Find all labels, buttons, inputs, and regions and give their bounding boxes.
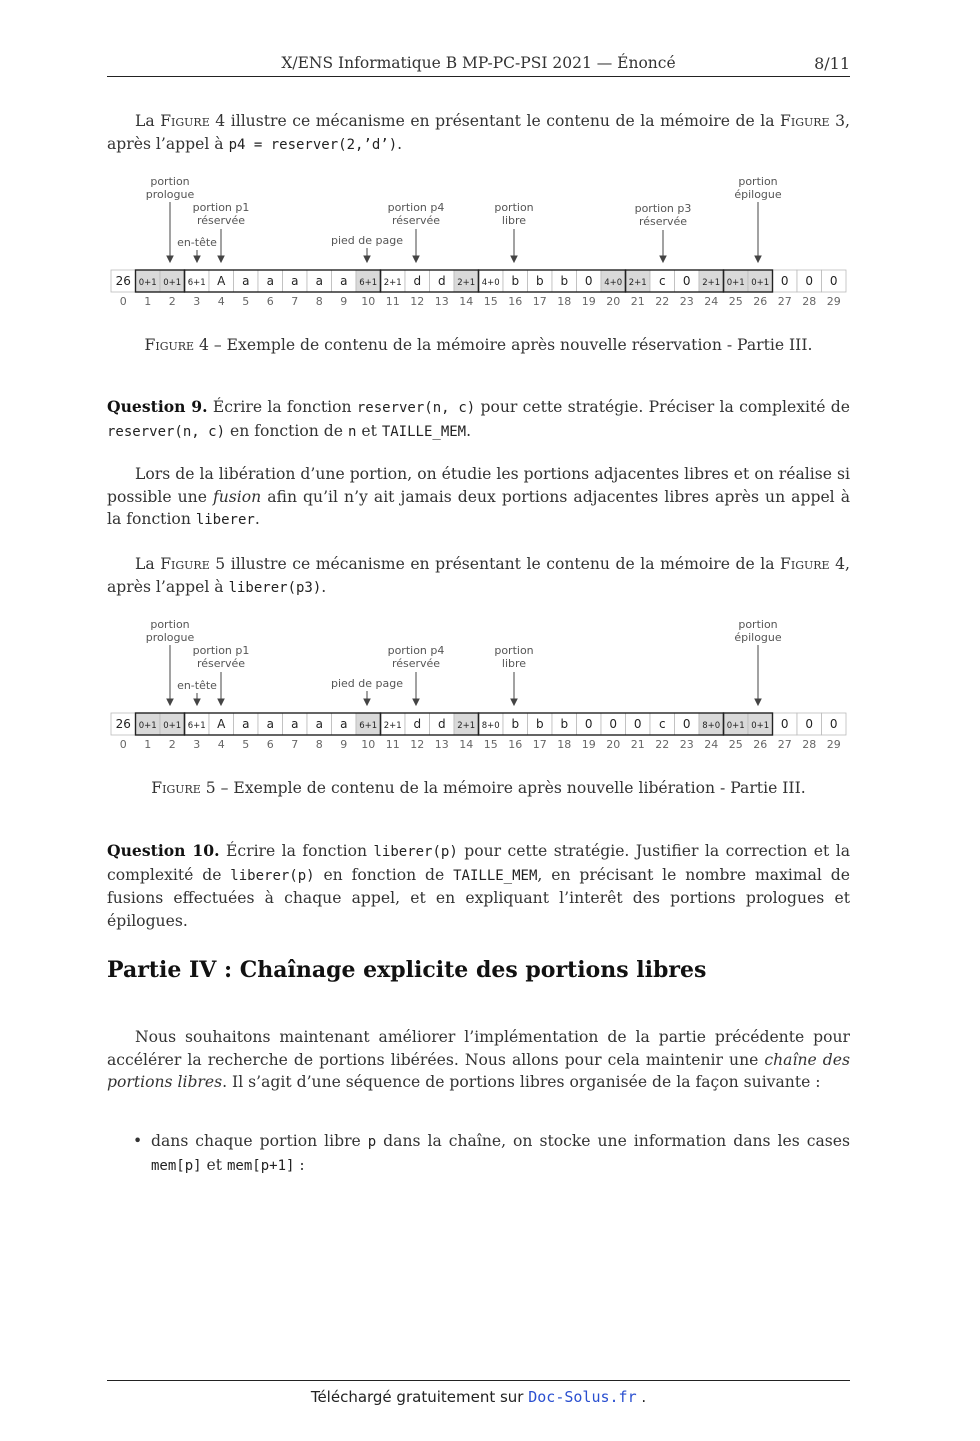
memory-cell-value: 4+0: [604, 278, 623, 288]
memory-index: 6: [266, 295, 274, 308]
figure-4-indices: [120, 295, 841, 308]
memory-cell-value: A: [217, 717, 226, 731]
memory-index: 23: [679, 738, 694, 751]
memory-index: 9: [340, 738, 348, 751]
memory-index: 14: [459, 738, 474, 751]
label-p3-reservee: réservée: [638, 215, 688, 228]
paragraph-fusion: Lors de la libération d’une portion, on étudie les portions adjacentes libres et on réalise si possible une fusion afin qu’il n’y ait jamais deux portions adjacentes libres après un appel à la fonction liberer.: [107, 465, 850, 528]
memory-cell-value: a: [315, 274, 323, 288]
arrowhead-pied-de-page: [364, 699, 370, 705]
arrowhead-p4: [413, 699, 419, 705]
memory-index: 5: [242, 738, 250, 751]
memory-index: 8: [315, 295, 323, 308]
memory-cell-value: a: [242, 717, 250, 731]
memory-index: 19: [581, 738, 596, 751]
arrowhead-prologue: [167, 256, 173, 262]
memory-cell-value: 0: [584, 717, 593, 731]
memory-index: 12: [410, 738, 425, 751]
label-p1-reservee: réservée: [196, 214, 246, 227]
memory-index: 1: [144, 738, 152, 751]
label-portion-prologue: portion: [150, 175, 190, 188]
label-p1-reservee: réservée: [196, 657, 246, 670]
memory-index: 16: [508, 738, 523, 751]
page-header: [107, 54, 850, 77]
memory-index: 2: [168, 738, 176, 751]
memory-index: 9: [340, 295, 348, 308]
memory-cell-value: 26: [115, 717, 131, 731]
arrowhead-libre: [511, 256, 517, 262]
memory-index: 25: [728, 738, 743, 751]
memory-cell-value: 8+0: [481, 721, 500, 731]
label-portion-libre: portion: [494, 201, 534, 214]
label-portion-p4: portion p4: [387, 201, 445, 214]
memory-cell-value: 0: [609, 717, 618, 731]
memory-index: 2: [168, 295, 176, 308]
memory-index: 8: [315, 738, 323, 751]
list-item: [133, 1130, 850, 1178]
memory-index: 17: [532, 295, 547, 308]
label-portion-p1: portion p1: [192, 201, 250, 214]
memory-index: 5: [242, 295, 250, 308]
paragraph-partie-iv: Nous souhaitons maintenant améliorer l’implémentation de la partie précédente pour accélérer la recherche de portions libérées. Nous allons pour cela maintenir une chaîne des portions libres. Il s’agit d’une séquence de portions libres organisée de la façon suivante :: [107, 1028, 850, 1091]
memory-cell-value: 0: [780, 274, 789, 288]
memory-cell-value: 0: [829, 274, 838, 288]
footer-text: Téléchargé gratuitement sur Doc-Solus.fr .: [310, 1388, 647, 1406]
label-libre: libre: [501, 214, 527, 227]
memory-index: 18: [557, 295, 572, 308]
memory-cell-value: 2+1: [383, 278, 402, 288]
label-portion-libre: portion: [494, 644, 534, 657]
memory-cell-value: 0+1: [138, 721, 157, 731]
memory-cell-value: d: [437, 274, 446, 288]
memory-cell-value: a: [340, 717, 348, 731]
memory-cell-value: b: [560, 717, 569, 731]
figure-5-caption: Figure 5 – Exemple de contenu de la mémoire après nouvelle libération - Partie III.: [151, 779, 806, 797]
memory-cell-value: d: [437, 717, 446, 731]
arrowhead-en-tete: [194, 256, 200, 262]
memory-index: 19: [581, 295, 596, 308]
label-portion-p3: portion p3: [634, 202, 692, 215]
memory-cell-value: b: [560, 274, 569, 288]
memory-cell-value: a: [242, 274, 250, 288]
bullet-dot: •: [133, 1132, 143, 1150]
memory-cell-value: 6+1: [187, 721, 206, 731]
memory-index: 22: [655, 738, 670, 751]
memory-cell-value: 0+1: [751, 278, 770, 288]
memory-cell-value: 2+1: [383, 721, 402, 731]
label-portion-epilogue: portion: [738, 175, 778, 188]
memory-index: 13: [434, 295, 449, 308]
memory-index: 29: [826, 738, 841, 751]
memory-cell-value: 0: [682, 717, 691, 731]
memory-cell-value: 26: [115, 274, 131, 288]
memory-cell-value: 8+0: [702, 721, 721, 731]
memory-cell-value: 0: [682, 274, 691, 288]
memory-index: 17: [532, 738, 547, 751]
memory-cell-value: 4+0: [481, 278, 500, 288]
memory-index: 26: [753, 295, 768, 308]
figure-5-memory-diagram: [107, 615, 852, 755]
arrowhead-libre: [511, 699, 517, 705]
figure-4-caption: Figure 4 – Exemple de contenu de la mémoire après nouvelle réservation - Partie III.: [144, 336, 813, 354]
header-title: X/ENS Informatique B MP-PC-PSI 2021 — Énoncé: [281, 54, 676, 72]
label-portion-prologue: portion: [150, 618, 190, 631]
memory-cell-value: a: [291, 717, 299, 731]
label-prologue: prologue: [145, 631, 195, 644]
arrowhead-prologue: [167, 699, 173, 705]
memory-cell-value: c: [658, 274, 666, 288]
section-title: Partie IV : Chaînage explicite des portions libres: [107, 957, 707, 983]
arrowhead-p3: [660, 256, 666, 262]
memory-index: 4: [217, 295, 225, 308]
memory-index: 11: [385, 738, 400, 751]
memory-index: 21: [630, 738, 645, 751]
memory-index: 22: [655, 295, 670, 308]
memory-cell-value: a: [266, 717, 274, 731]
memory-cell-value: b: [535, 717, 544, 731]
memory-cell-value: b: [535, 274, 544, 288]
memory-index: 15: [483, 295, 498, 308]
label-pied-de-page: pied de page: [330, 677, 404, 690]
memory-index: 3: [193, 295, 201, 308]
figure-5-annotations: [146, 618, 782, 705]
label-portion-p1: portion p1: [192, 644, 250, 657]
label-en-tete: en-tête: [177, 236, 217, 249]
label-en-tete: en-tête: [177, 679, 217, 692]
memory-cell-value: c: [658, 717, 666, 731]
memory-cell-value: 0: [780, 717, 789, 731]
memory-cell-value: a: [315, 717, 323, 731]
arrowhead-pied-de-page: [364, 256, 370, 262]
label-portion-p4: portion p4: [387, 644, 445, 657]
memory-cell-value: 6+1: [359, 278, 378, 288]
arrowhead-en-tete: [194, 699, 200, 705]
memory-index: 27: [777, 738, 792, 751]
memory-index: 28: [802, 295, 817, 308]
memory-index: 7: [291, 295, 299, 308]
memory-index: 12: [410, 295, 425, 308]
memory-index: 28: [802, 738, 817, 751]
paragraph-figure5-intro: La Figure 5 illustre ce mécanisme en présentant le contenu de la mémoire de la Figure 4, après l’appel à liberer(p3).: [107, 555, 850, 596]
memory-cell-value: 0+1: [751, 721, 770, 731]
memory-cell-value: A: [217, 274, 226, 288]
memory-cell-value: 6+1: [359, 721, 378, 731]
question-10: Question 10. Écrire la fonction liberer(p) pour cette stratégie. Justifier la correction et la complexité de liberer(p) en fonction de TAILLE_MEM, en précisant le nombre maximal de fusions effectuées à chaque appel, et en expliquant l’interêt des portions prologues et épilogues.: [107, 841, 850, 930]
memory-cell-value: 2+1: [702, 278, 721, 288]
memory-cell-value: b: [511, 717, 520, 731]
memory-index: 10: [361, 738, 376, 751]
memory-index: 29: [826, 295, 841, 308]
arrowhead-epilogue: [755, 699, 761, 705]
memory-cell-value: 0+1: [163, 721, 182, 731]
paragraph-figure4-intro: La Figure 4 illustre ce mécanisme en présentant le contenu de la mémoire de la Figure 3, après l’appel à p4 = reserver(2,’d’).: [107, 112, 850, 153]
memory-cell-value: d: [413, 717, 422, 731]
bullet-text: dans chaque portion libre p dans la chaîne, on stocke une information dans les cases mem[p] et mem[p+1] :: [151, 1132, 850, 1174]
memory-index: 21: [630, 295, 645, 308]
arrowhead-p1: [218, 699, 224, 705]
memory-index: 25: [728, 295, 743, 308]
label-p4-reservee: réservée: [391, 657, 441, 670]
memory-cell-value: a: [340, 274, 348, 288]
memory-cell-value: 0: [805, 717, 814, 731]
memory-cell-value: 0+1: [138, 278, 157, 288]
memory-index: 20: [606, 738, 621, 751]
memory-index: 6: [266, 738, 274, 751]
memory-index: 10: [361, 295, 376, 308]
memory-cell-value: a: [291, 274, 299, 288]
label-libre: libre: [501, 657, 527, 670]
arrowhead-p4: [413, 256, 419, 262]
memory-index: 23: [679, 295, 694, 308]
memory-index: 13: [434, 738, 449, 751]
memory-cell-value: d: [413, 274, 422, 288]
question-9: Question 9. Écrire la fonction reserver(n, c) pour cette stratégie. Préciser la complexité de reserver(n, c) en fonction de n et TAILLE_MEM.: [107, 397, 850, 440]
memory-index: 0: [119, 738, 127, 751]
figure-4-annotations: [146, 175, 782, 262]
memory-index: 18: [557, 738, 572, 751]
memory-index: 27: [777, 295, 792, 308]
memory-cell-value: a: [266, 274, 274, 288]
label-p4-reservee: réservée: [391, 214, 441, 227]
figure-4-memory-diagram: [107, 172, 852, 312]
figure-5-indices: [120, 738, 841, 751]
memory-index: 24: [704, 295, 719, 308]
memory-index: 1: [144, 295, 152, 308]
label-prologue: prologue: [145, 188, 195, 201]
memory-index: 0: [119, 295, 127, 308]
label-epilogue: épilogue: [734, 631, 782, 644]
label-epilogue: épilogue: [734, 188, 782, 201]
memory-index: 15: [483, 738, 498, 751]
memory-index: 20: [606, 295, 621, 308]
page-number: 8/11: [814, 54, 850, 73]
label-pied-de-page: pied de page: [330, 234, 404, 247]
memory-index: 3: [193, 738, 201, 751]
arrowhead-p1: [218, 256, 224, 262]
memory-index: 26: [753, 738, 768, 751]
memory-cell-value: 0+1: [163, 278, 182, 288]
memory-cell-value: 6+1: [187, 278, 206, 288]
memory-cell-value: 2+1: [628, 278, 647, 288]
memory-index: 4: [217, 738, 225, 751]
arrowhead-epilogue: [755, 256, 761, 262]
memory-cell-value: 0: [829, 717, 838, 731]
memory-cell-value: b: [511, 274, 520, 288]
memory-index: 11: [385, 295, 400, 308]
memory-cell-value: 0+1: [726, 278, 745, 288]
memory-cell-value: 0: [633, 717, 642, 731]
memory-index: 24: [704, 738, 719, 751]
memory-cell-value: 2+1: [457, 721, 476, 731]
memory-cell-value: 0: [805, 274, 814, 288]
memory-cell-value: 0+1: [726, 721, 745, 731]
page-footer: [107, 1380, 850, 1406]
memory-cell-value: 0: [584, 274, 593, 288]
memory-index: 14: [459, 295, 474, 308]
doc-solus-link[interactable]: Doc-Solus.fr: [528, 1388, 637, 1406]
memory-cell-value: 2+1: [457, 278, 476, 288]
memory-index: 16: [508, 295, 523, 308]
label-portion-epilogue: portion: [738, 618, 778, 631]
memory-index: 7: [291, 738, 299, 751]
